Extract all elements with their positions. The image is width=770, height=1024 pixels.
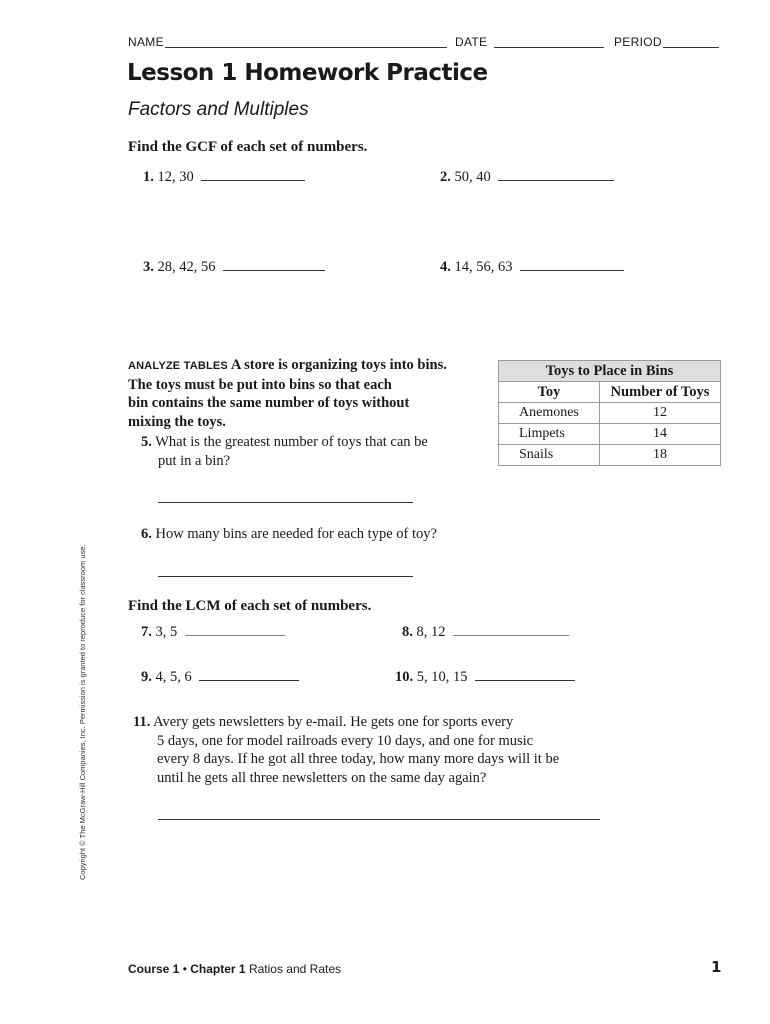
problem-8	[402, 624, 569, 641]
table-header-count: Number of Toys	[600, 382, 721, 403]
analyze-tag: ANALYZE TABLES	[128, 360, 228, 372]
table-caption: Toys to Place in Bins	[499, 361, 721, 382]
question-11-line-3: every 8 days. If he got all three today, how many more days will it be	[157, 751, 560, 767]
name-label: NAME	[128, 35, 164, 49]
table-cell-toy: Limpets	[499, 424, 600, 445]
answer-line[interactable]	[453, 634, 569, 636]
analyze-line-4: mixing the toys.	[128, 413, 226, 430]
period-field[interactable]	[663, 47, 719, 48]
question-5-line-2: put in a bin?	[158, 452, 231, 469]
table-cell-count: 14	[600, 424, 721, 445]
answer-line[interactable]	[223, 269, 325, 271]
period-label: PERIOD	[614, 35, 662, 49]
question-11-line-1: Avery gets newsletters by e-mail. He gets one for sports every	[153, 714, 514, 730]
answer-line[interactable]	[475, 679, 575, 681]
problem-text: 8, 12	[416, 624, 446, 640]
question-number: 6.	[141, 526, 152, 542]
problem-text: 4, 5, 6	[155, 669, 192, 685]
table-cell-count: 18	[600, 445, 721, 466]
question-5-line-1: What is the greatest number of toys that can be	[155, 434, 428, 450]
problem-text: 3, 5	[155, 624, 178, 640]
table-cell-toy: Anemones	[499, 403, 600, 424]
question-number: 11.	[133, 714, 151, 730]
gcf-instruction: Find the GCF of each set of numbers.	[128, 139, 368, 155]
copyright-notice: Copyright © The McGraw-Hill Companies, Inc. Permission is granted to reproduce for classroom use.	[78, 544, 87, 880]
lcm-instruction: Find the LCM of each set of numbers.	[128, 598, 372, 614]
problem-1	[143, 169, 305, 186]
problem-4	[440, 259, 624, 276]
problem-text: 12, 30	[157, 169, 194, 185]
problem-number: 8.	[402, 624, 413, 640]
footer-bullet: •	[182, 962, 187, 976]
analyze-line-1: A store is organizing toys into bins.	[230, 357, 447, 373]
page-subtitle: Factors and Multiples	[128, 99, 309, 120]
question-11-line-2: 5 days, one for model railroads every 10 days, and one for music	[157, 732, 534, 749]
problem-text: 5, 10, 15	[416, 669, 468, 685]
answer-line[interactable]	[498, 179, 614, 181]
question-number: 5.	[141, 434, 152, 450]
page-number: 1	[711, 958, 722, 976]
question-11-line-4: until he gets all three newsletters on the same day again?	[157, 769, 487, 786]
answer-line[interactable]	[520, 269, 624, 271]
problem-number: 2.	[440, 169, 451, 185]
problem-text: 14, 56, 63	[454, 259, 513, 275]
problem-9	[141, 669, 299, 686]
question-11	[133, 713, 613, 787]
page-title: Lesson 1 Homework Practice	[127, 60, 488, 86]
date-field[interactable]	[494, 47, 604, 48]
problem-number: 7.	[141, 624, 152, 640]
answer-line-11[interactable]	[158, 819, 600, 820]
problem-number: 3.	[143, 259, 154, 275]
question-6-text: How many bins are needed for each type of toy?	[155, 526, 437, 542]
answer-line[interactable]	[199, 679, 299, 681]
question-6	[141, 525, 437, 544]
question-5	[141, 433, 491, 470]
problem-text: 28, 42, 56	[157, 259, 216, 275]
date-label: DATE	[455, 35, 488, 49]
problem-number: 9.	[141, 669, 152, 685]
problem-3	[143, 259, 325, 276]
answer-line[interactable]	[201, 179, 305, 181]
table-row	[499, 403, 721, 424]
toys-table-wrap	[498, 360, 721, 466]
problem-text: 50, 40	[454, 169, 491, 185]
problem-number: 10.	[395, 669, 414, 685]
table-cell-count: 12	[600, 403, 721, 424]
footer-course-info	[128, 962, 341, 976]
problem-number: 1.	[143, 169, 154, 185]
problem-number: 4.	[440, 259, 451, 275]
answer-line[interactable]	[185, 634, 285, 636]
footer-chapter-title: Ratios and Rates	[248, 962, 342, 976]
table-cell-toy: Snails	[499, 445, 600, 466]
table-header-toy: Toy	[499, 382, 600, 403]
answer-line-6[interactable]	[158, 576, 413, 577]
answer-line-5[interactable]	[158, 502, 413, 503]
toys-table	[498, 360, 721, 466]
analyze-intro	[128, 356, 498, 431]
table-row	[499, 424, 721, 445]
footer-course: Course 1	[128, 962, 180, 976]
footer-chapter: Chapter 1	[190, 962, 246, 976]
table-row	[499, 445, 721, 466]
analyze-line-3: bin contains the same number of toys without	[128, 395, 410, 411]
problem-2	[440, 169, 614, 186]
problem-7	[141, 624, 285, 641]
analyze-line-2: The toys must be put into bins so that each	[128, 376, 392, 393]
problem-10	[395, 669, 575, 686]
name-field[interactable]	[165, 47, 447, 48]
